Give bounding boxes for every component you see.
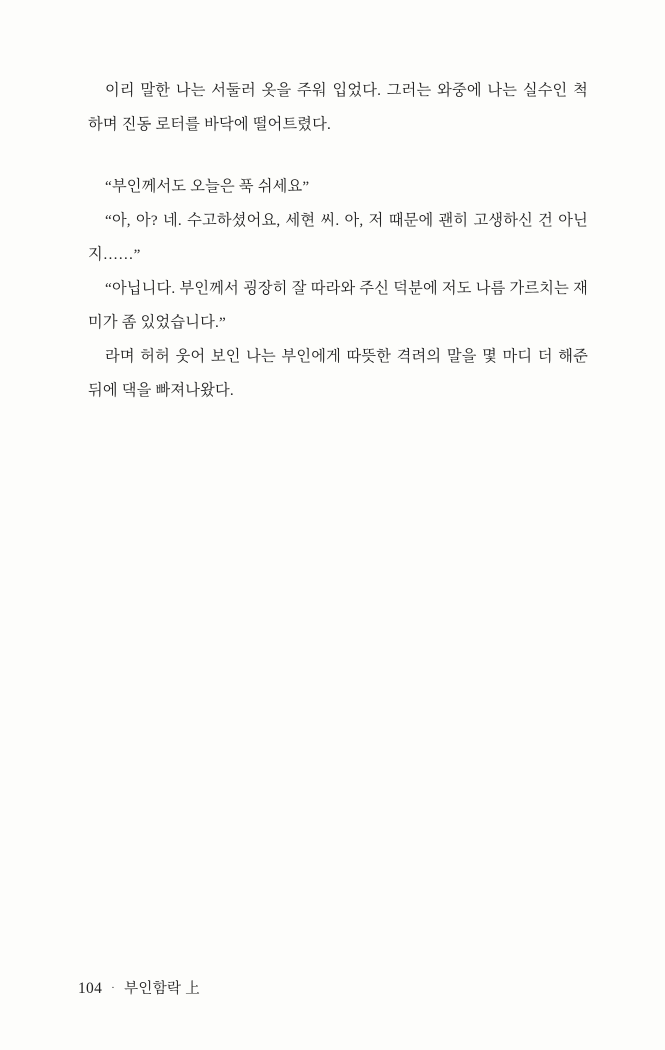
paragraph: 라며 허허 웃어 보인 나는 부인에게 따뜻한 격려의 말을 몇 마디 더 해준 뒤에 댁을 빠져나왔다. (88, 348, 588, 399)
paragraph-spacer (88, 142, 588, 170)
paragraph: 이리 말한 나는 서둘러 옷을 주워 입었다. 그러는 와중에 나는 실수인 척 하며 진동 로터를 바닥에 떨어트렸다. (88, 82, 588, 133)
page-body-text (88, 74, 588, 408)
paragraph: “아닙니다. 부인께서 굉장히 잘 따라와 주신 덕분에 저도 나름 가르치는 재미가 좀 있었습니다.” (88, 280, 588, 331)
page-number: 104 (78, 980, 103, 997)
footer-separator: · (111, 982, 116, 994)
page-footer (78, 977, 200, 998)
paragraph: “부인께서도 오늘은 푹 쉬세요” (105, 178, 310, 195)
paragraph: “아, 아? 네. 수고하셨어요, 세현 씨. 아, 저 때문에 괜히 고생하신 건 아닌지……” (88, 212, 588, 263)
running-title: 부인함락 上 (124, 981, 201, 997)
